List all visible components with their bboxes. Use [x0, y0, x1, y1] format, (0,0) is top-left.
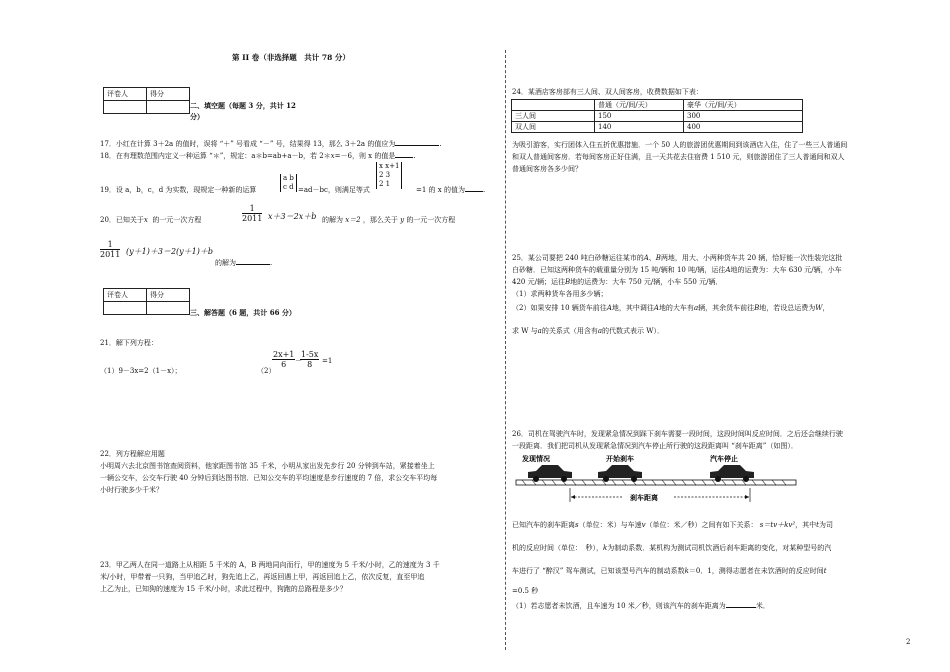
equation-20-b: (y＋1)＋3＝2(y＋1)＋b [126, 247, 214, 256]
question-21-part1: （1）9－3x=2（1－x）； [100, 367, 182, 375]
label-found-situation: 发现情况 [522, 455, 550, 463]
car-icon [710, 465, 754, 482]
label-start-braking: 开始刹车 [606, 455, 634, 463]
equation-20: x＋3＝2x＋b [268, 212, 317, 221]
equals-one: =1 [322, 357, 333, 365]
question-26-line2: 一段距离．我们把司机从发现紧急情况到汽车停止所行驶的这段距离叫 “刹车距离”（如图）． [512, 442, 798, 450]
table-header-cell [512, 100, 595, 111]
fraction-15x-8: $\frac{1-5x}{8}$ [301, 350, 319, 369]
grader-cell[interactable] [104, 302, 147, 315]
fraction-1-2011-b: $\frac{1}{2011}$ [100, 240, 121, 259]
fraction-1-2011: $\frac{1}{2011}$ [242, 204, 263, 223]
score-table-1 [103, 87, 190, 114]
braking-distance-figure [514, 452, 800, 510]
question-23-line2: 米/小时，甲带着一只狗，当甲追乙时，狗先追上乙，再返回遇上甲，再返回追上乙，依次反复，直至甲追 [100, 573, 425, 581]
question-19-c: =1 的 x 的值为 . [416, 186, 486, 194]
table-cell: 三人间 [512, 111, 595, 122]
table-cell: 400 [684, 122, 803, 133]
question-17: 17．小红在计算 3＋2a 的值时，误将 “＋” 号看成 “－” 号，结果得 13，那么 3＋2a 的值应为 . [100, 140, 442, 148]
fill-section-title: 二、填空题（每题 3 分，共计 12 [190, 101, 296, 110]
label-car-stopped: 汽车停止 [710, 455, 738, 463]
grader-label: 评卷人 [104, 289, 147, 302]
question-26-sub1: （1）若志愿者未饮酒，且车速为 10 米／秒，则该汽车的刹车距离为 米． [512, 602, 770, 610]
section-title: 第 II 卷（非选择题 共计 78 分） [232, 53, 350, 62]
question-24-line1: 为吸引游客，实行团体入住五折优惠措施．一个 50 人的旅游团优惠期间到该酒店入住，住了一些三人普通间 [512, 141, 848, 149]
question-26-line1: 26．司机在驾驶汽车时，发现紧急情况到踩下刹车需要一段时间，这段时间叫反应时间．之后还会继续行驶 [512, 430, 843, 438]
determinant-x: x x+1 2 3 2 1 [376, 162, 402, 189]
question-21: 21．解下列方程： [100, 339, 158, 347]
score-label: 得分 [147, 289, 190, 302]
question-25-sub1: （1）求两种货车各用多少辆； [512, 290, 608, 298]
score-cell[interactable] [147, 302, 190, 315]
question-22-title: 22．列方程解应用题 [100, 450, 165, 458]
minus-sign: － [295, 357, 302, 365]
page-divider [505, 50, 506, 650]
table-cell: 140 [595, 122, 684, 133]
car-icon [598, 465, 642, 482]
determinant-abcd: a b c d [280, 174, 297, 192]
table-cell: 300 [684, 111, 803, 122]
question-25-line1: 25．某公司要把 240 吨白砂糖运往某市的A、B两地，用大、小两种货车共 20 辆，恰好能一次性装完这批 [512, 254, 843, 262]
question-23-line1: 23．甲乙两人在同一道路上从相距 5 千米的 A，B 两地同向而行，甲的速度为 5 千米/小时，乙的速度为 3 千 [100, 561, 440, 569]
question-22-line1: 小明周六去北京图书馆查阅资料，他家距图书馆 35 千米，小明从家出发先步行 20 分钟到车站，紧接着坐上 [100, 462, 435, 470]
question-25-sub3: 求 W 与a的关系式（用含有a的代数式表示 W）． [512, 327, 664, 335]
question-19-a: 19．设 a，b，c，d 为实数，现规定一种新的运算 [100, 186, 257, 194]
question-24-line3: 普通间客房各多少间？ [512, 165, 582, 173]
grader-label: 评卷人 [104, 88, 147, 101]
question-26-line6: =0.5 秒 [512, 587, 539, 595]
question-26-line3: 已知汽车的刹车距离s（单位：米）与车速v（单位：米／秒）之间有如下关系： s＝tv＋kv²，其中t为司 [512, 521, 833, 529]
label-braking-distance: 刹车距离 [630, 494, 658, 502]
question-25-sub2: （2）如果安排 10 辆货车前往A地，其中调往A地的大车有a辆，其余货车前往B地，若设总运费为W， [512, 304, 830, 312]
question-26-line4: 机的反应时间（单位： 秒），k为制动系数．某机构为测试司机饮酒后刹车距离的变化，对某种型号的汽 [512, 544, 832, 552]
question-18: 18．在有理数范围内定义一种运算 “＊”，规定：a＊b=ab+a－b，若 2＊x=－6，则 x 的值是 . [100, 152, 416, 160]
question-22-line3: 小时行驶多少千米？ [100, 486, 163, 494]
score-table-2 [103, 288, 190, 315]
question-20-a: 20．已知关于x 的一元一次方程 [100, 216, 202, 224]
table-cell: 150 [595, 111, 684, 122]
page-number: 2 [906, 638, 911, 646]
car-icon [528, 465, 572, 482]
question-19-b: =ad－bc，则满足等式 [298, 186, 370, 194]
question-21-part2: （2） [257, 367, 276, 375]
question-24-title: 24．某酒店客房部有三人间、双人间客房，收费数据如下表： [512, 88, 703, 96]
table-cell: 双人间 [512, 122, 595, 133]
question-20-c: 的解为 . [215, 259, 273, 267]
price-table [511, 99, 803, 133]
question-22-line2: 一辆公交车，公交车行驶 40 分钟后到达图书馆．已知公交车的平均速度是步行速度的 7 倍，求公交车平均每 [100, 474, 438, 482]
question-25-line3: 420 元/辆；运往B地的运费为：大车 750 元/辆，小车 550 元/辆． [512, 278, 723, 286]
question-24-line2: 和双人普通间客房．若每间客房正好住满，且一天共花去住宿费 1 510 元，则旅游团住了三人普通间和双人 [512, 153, 845, 161]
question-20-b: 的解为 x＝2 ，那么关于 y 的一元一次方程 [322, 216, 456, 224]
question-23-line3: 上乙为止，已知狗的速度为 15 千米/小时，求此过程中，狗跑的总路程是多少？ [100, 585, 347, 593]
fill-section-title-2: 分） [190, 112, 204, 121]
score-cell[interactable] [147, 101, 190, 114]
fraction-2x1-6: $\frac{2x+1}{6}$ [273, 350, 295, 369]
solve-section-title: 三、解答题（6 题，共计 66 分） [190, 308, 296, 317]
grader-cell[interactable] [104, 101, 147, 114]
table-header-cell: 豪华（元/间/天） [684, 100, 803, 111]
question-25-line2: 白砂糖．已知这两种货车的载重量分别为 15 吨/辆和 10 吨/辆，运往A地的运费为：大车 630 元/辆，小车 [512, 266, 842, 274]
score-label: 得分 [147, 88, 190, 101]
question-26-line5: 车进行了 “醉汉” 驾车测试，已知该型号汽车的制动系数k＝0．1，测得志愿者在未饮酒时的反应时间t [512, 567, 827, 575]
table-header-cell: 普通（元/间/天） [595, 100, 684, 111]
